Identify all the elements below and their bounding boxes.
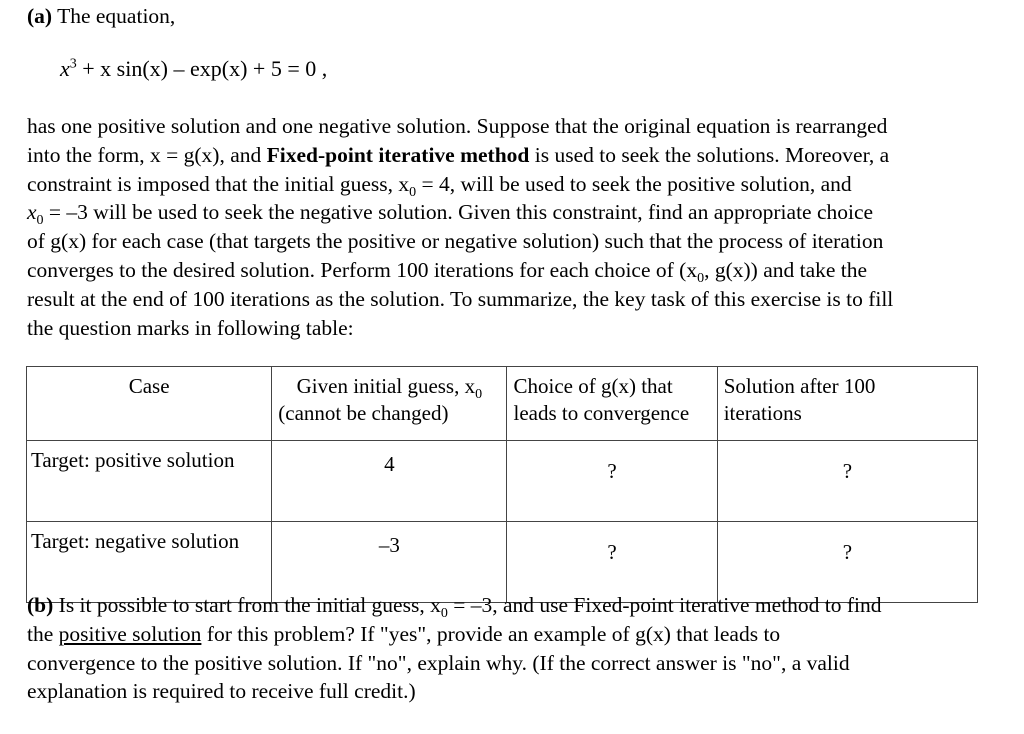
header-initial-text: Given initial guess, x (296, 374, 476, 398)
equation-x: x (60, 56, 70, 81)
part-b (27, 591, 987, 706)
part-b-line-2-b: for this problem? If "yes", provide an example of g(x) that leads to (201, 621, 781, 646)
para-line-2-start: into the form, x = g(x), and (27, 142, 267, 167)
part-b-label: (b) (27, 593, 54, 617)
para-line-6-start: converges to the desired solution. Perform 100 iterations for each choice of (x (27, 257, 698, 282)
para-line-7: result at the end of 100 iterations as the solution. To summarize, the key task of this exercise is to fill (27, 286, 894, 311)
row-choice: ? (507, 441, 717, 522)
para-line-3-tail: = 4, will be used to seek the positive solution, and (416, 171, 852, 196)
para-line-4 (27, 198, 987, 227)
para-line-5: of g(x) for each case (that targets the positive or negative solution) such that the process of iteration (27, 229, 884, 254)
sub-zero: 0 (440, 606, 448, 621)
sub-zero: 0 (697, 270, 705, 286)
row-solution: ? (717, 441, 977, 522)
row-choice: ? (507, 522, 717, 603)
header-case-text: Case (128, 374, 170, 398)
header-choice-line-2: leads to convergence (513, 401, 690, 425)
sub-zero: 0 (409, 184, 417, 200)
header-choice-line-1: Choice of g(x) that (513, 374, 673, 398)
table-header-row (27, 367, 978, 441)
header-solution-line-2: iterations (723, 401, 802, 425)
para-line-1: has one positive solution and one negative solution. Suppose that the original equation is rearranged (27, 114, 888, 138)
header-initial-guess (272, 367, 507, 441)
row-solution: ? (717, 522, 977, 603)
part-b-line-2 (27, 620, 987, 649)
para-line-2 (27, 141, 987, 170)
row-case: Target: positive solution (27, 441, 272, 522)
row-case: Target: negative solution (27, 522, 272, 603)
method-name: Fixed-point iterative method (266, 142, 530, 167)
part-b-line-1-b: = –3, and use Fixed-point iterative method to find (447, 593, 882, 617)
header-initial-sub: 0 (475, 387, 483, 402)
para-line-8: the question marks in following table: (27, 315, 354, 340)
sub-zero: 0 (36, 213, 44, 229)
equation-rest: + x sin(x) – exp(x) + 5 = 0 , (76, 56, 328, 81)
equation (60, 56, 327, 82)
equation-exponent: 3 (69, 56, 77, 72)
header-initial-line-2: (cannot be changed) (278, 401, 449, 425)
table-row (27, 441, 978, 522)
part-b-line-4: explanation is required to receive full credit.) (27, 679, 416, 704)
para-line-6 (27, 256, 987, 285)
positive-solution-underline: positive solution (58, 621, 202, 646)
para-line-4-tail: = –3 will be used to seek the negative solution. Given this constraint, find an appropriate choice (43, 200, 874, 225)
summary-table (26, 366, 978, 603)
header-case (27, 367, 272, 441)
para-line-2-tail: is used to seek the solutions. Moreover, a (529, 142, 890, 167)
part-a-paragraph (27, 112, 987, 342)
part-b-line-2-a: the (27, 621, 59, 646)
part-a-label: (a) (27, 4, 53, 28)
part-b-line-1 (27, 591, 987, 620)
para-line-3-start: constraint is imposed that the initial guess, x (27, 171, 410, 196)
part-b-line-1-a: Is it possible to start from the initial guess, x (53, 593, 441, 617)
part-b-line-3: convergence to the positive solution. If "no", explain why. (If the correct answer is "no", a valid (27, 650, 850, 675)
part-a-heading-text: The equation, (57, 4, 176, 28)
para-line-3 (27, 170, 987, 199)
header-solution-line-1: Solution after 100 (723, 374, 876, 398)
para-line-6-mid: , g(x)) and take the (704, 257, 868, 282)
para-line-4-x: x (27, 200, 37, 225)
part-a-heading (27, 3, 175, 29)
header-solution (717, 367, 977, 441)
header-choice (507, 367, 717, 441)
row-initial: –3 (272, 522, 507, 603)
row-initial: 4 (272, 441, 507, 522)
header-initial-line-1 (278, 373, 500, 400)
